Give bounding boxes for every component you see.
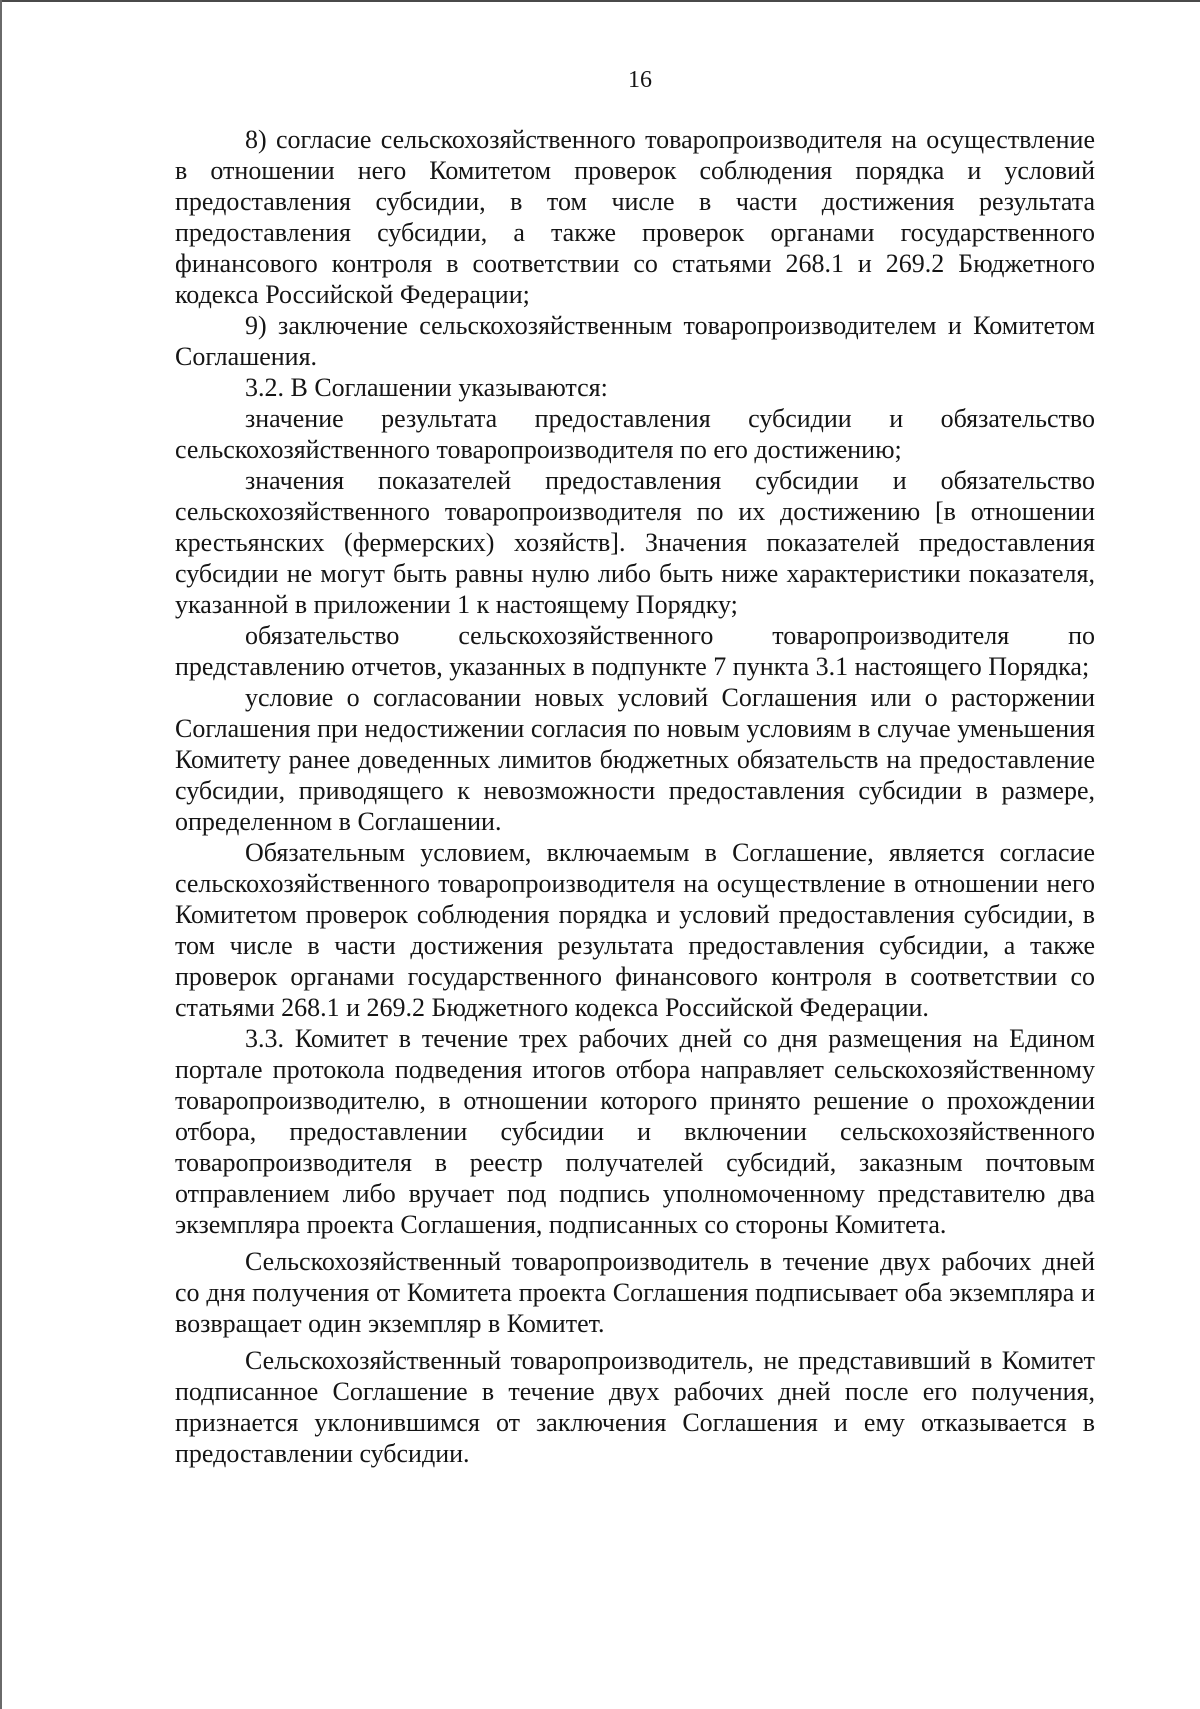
paragraph-indicator-values: значения показателей предоставления субсидии и обязательство сельскохозяйственного товаропроизводителя по их достижению [в отношении крестьянских (фермерских) хозяйств]. Значения показателей предоставления субсидии не могут быть равны нулю либо быть ниже характеристики показателя, указанной в приложении 1 к настоящему Порядку; — [175, 466, 1095, 619]
page-number: 16 — [628, 67, 652, 93]
scan-edge-top — [0, 0, 1200, 2]
scan-edge-left — [0, 0, 2, 1709]
paragraph-item-8: 8) согласие сельскохозяйственного товаропроизводителя на осуществление в отношении него Комитетом проверок соблюдения порядка и условий предоставления субсидии, в том числе в части достижения результата предоставления субсидии, а также проверок органами государственного финансового контроля в соответствии со статьями 268.1 и 269.2 Бюджетного кодекса Российской Федерации; — [175, 125, 1095, 309]
paragraph-mandatory-condition: Обязательным условием, включаемым в Соглашение, является согласие сельскохозяйственного товаропроизводителя на осуществление в отношении него Комитетом проверок соблюдения порядка и условий предоставления субсидии, в том числе в части достижения результата предоставления субсидии, а также проверок органами государственного финансового контроля в соответствии со статьями 268.1 и 269.2 Бюджетного кодекса Российской Федерации. — [175, 838, 1095, 1022]
paragraph-result-value: значение результата предоставления субсидии и обязательство сельскохозяйственного товаропроизводителя по его достижению; — [175, 404, 1095, 464]
paragraph-3-2-heading: 3.2. В Соглашении указываются: — [245, 373, 608, 402]
paragraph-evasion: Сельскохозяйственный товаропроизводитель, не представивший в Комитет подписанное Соглашение в течение двух рабочих дней после его получения, признается уклонившимся от заключения Соглашения и ему отказывается в предоставлении субсидии. — [175, 1346, 1095, 1468]
paragraph-new-conditions: условие о согласовании новых условий Соглашения или о расторжении Соглашения при недостижении согласия по новым условиям в случае уменьшения Комитету ранее доведенных лимитов бюджетных обязательств на предоставление субсидии, приводящего к невозможности предоставления субсидии в размере, определенном в Соглашении. — [175, 683, 1095, 836]
document-body — [175, 124, 1095, 1469]
paragraph-signing: Сельскохозяйственный товаропроизводитель в течение двух рабочих дней со дня получения от Комитета проекта Соглашения подписывает оба экземпляра и возвращает один экземпляр в Комитет. — [175, 1247, 1095, 1338]
paragraph-3-3: 3.3. Комитет в течение трех рабочих дней со дня размещения на Едином портале протокола подведения итогов отбора направляет сельскохозяйственному товаропроизводителю, в отношении которого принято решение о прохождении отбора, предоставлении субсидии и включении сельскохозяйственного товаропроизводителя в реестр получателей субсидий, заказным почтовым отправлением либо вручает под подпись уполномоченному представителю два экземпляра проекта Соглашения, подписанных со стороны Комитета. — [175, 1024, 1095, 1239]
paragraph-reporting-obligation: обязательство сельскохозяйственного товаропроизводителя по представлению отчетов, указанных в подпункте 7 пункта 3.1 настоящего Порядка; — [175, 621, 1095, 681]
paragraph-item-9: 9) заключение сельскохозяйственным товаропроизводителем и Комитетом Соглашения. — [175, 311, 1095, 371]
